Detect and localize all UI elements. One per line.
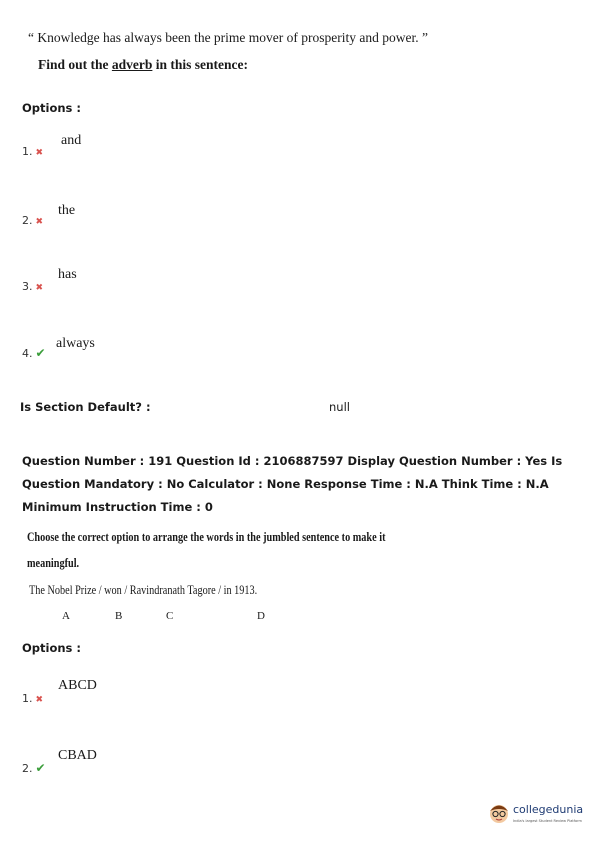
instruction-keyword: adverb: [111, 57, 153, 72]
check-icon: ✔: [35, 761, 46, 775]
option-text: always: [56, 336, 95, 351]
instruction-text: Find out the: [38, 57, 112, 72]
option-number: 1. ✖: [22, 145, 44, 158]
segment-letter: C: [166, 610, 174, 622]
question-1-instruction: [38, 57, 248, 73]
option-number: 4. ✔: [22, 346, 46, 360]
options-label: Options :: [22, 101, 81, 115]
option-number: 3. ✖: [22, 280, 44, 293]
logo-name: collegedunia: [513, 803, 584, 816]
check-icon: ✔: [35, 346, 46, 360]
cross-icon: ✖: [35, 217, 44, 227]
option-text: ABCD: [58, 678, 97, 693]
section-default-label: Is Section Default? :: [20, 400, 151, 414]
options-label: Options :: [22, 641, 81, 655]
question-2-meta: Question Number : 191 Question Id : 2106887597 Display Question Number : Yes Is Question Mandatory : No Calculator : None Response Time : N.A Think Time : N.A Minimum Instruction Time : 0: [22, 454, 563, 514]
option-number: 1. ✖: [22, 692, 44, 705]
segment-letter: B: [115, 610, 123, 622]
cross-icon: ✖: [35, 695, 44, 705]
segment-letter: A: [62, 610, 70, 622]
segment-letter: D: [257, 610, 265, 622]
cross-icon: ✖: [35, 283, 44, 293]
jumbled-sentence: The Nobel Prize / won / Ravindranath Tagore / in 1913.: [29, 583, 258, 597]
option-text: and: [61, 133, 82, 148]
option-text: has: [58, 267, 77, 282]
logo-tagline: India's largest Student Review Platform: [513, 819, 582, 823]
question-1-quote: “ Knowledge has always been the prime mover of prosperity and power. ”: [28, 30, 428, 45]
collegedunia-logo: [488, 800, 588, 834]
instruction-text-end: in this sentence:: [152, 57, 249, 72]
question-2-instruction-cont: meaningful.: [27, 556, 80, 570]
option-text: CBAD: [58, 748, 97, 763]
mascot-icon: [488, 802, 510, 824]
section-default-value: null: [329, 400, 350, 414]
question-2-instruction: Choose the correct option to arrange the words in the jumbled sentence to make it: [27, 530, 386, 544]
option-number: 2. ✖: [22, 214, 44, 227]
cross-icon: ✖: [35, 148, 44, 158]
option-number: 2. ✔: [22, 761, 46, 775]
option-text: the: [58, 203, 76, 218]
